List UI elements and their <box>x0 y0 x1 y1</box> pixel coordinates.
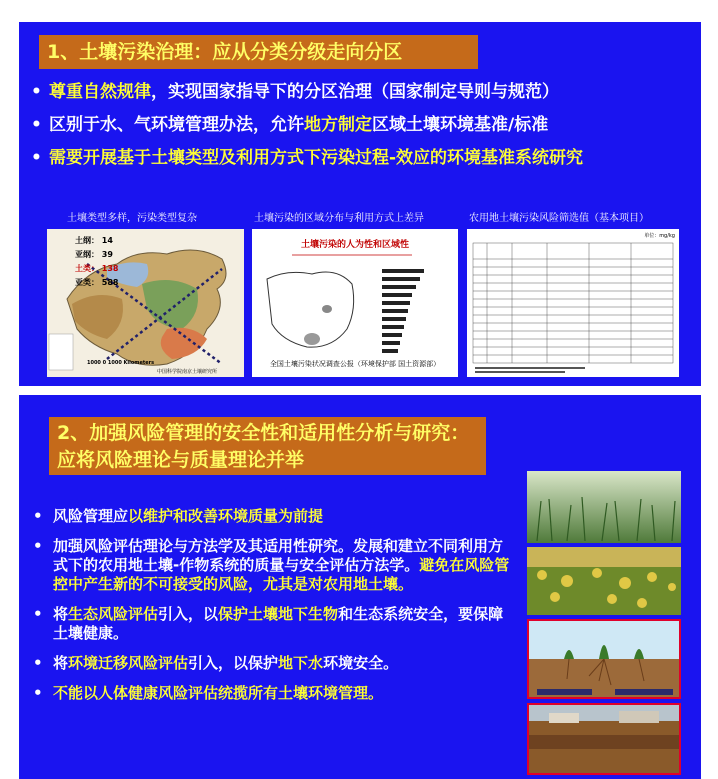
map-group-label: 土类： 138 <box>75 264 119 273</box>
slide1-bullet: • 区别于水、气环境管理办法，允许地方制定区域土壤环境基准/标准 <box>31 113 696 146</box>
map-scale-bar: 1000 0 1000 Kilometers <box>87 360 155 366</box>
map-subgroup-label: 亚类： 588 <box>75 278 119 287</box>
slide2-bullet: • 风险管理应以维护和改善环境质量为前提 <box>31 507 511 526</box>
bar-panel-footer: 全国土壤污染状况调查公报（环境保护部 国土资源部） <box>269 360 441 368</box>
crop-photo-2 <box>527 547 681 615</box>
soil-profile-photo <box>527 703 681 775</box>
slide1-bullet-list <box>31 80 696 179</box>
soil-pathway-diagram <box>527 619 681 699</box>
slide1-bullet: • 尊重自然规律，实现国家指导下的分区治理（国家制定导则与规范） <box>31 80 696 113</box>
slide-soil-pollution <box>19 22 701 386</box>
slide2-bullet: • 将生态风险评估引入，以保护土壤地下生物和生态系统安全，要保障土壤健康。 <box>31 605 511 643</box>
slide2-title: 2、加强风险管理的安全性和适用性分析与研究：应将风险理论与质量理论并举 <box>49 417 486 475</box>
caption-soil-types: 土壤类型多样，污染类型复杂 <box>67 213 197 224</box>
risk-screening-table <box>467 229 679 377</box>
slide2-bullet: • 将环境迁移风险评估引入，以保护地下水环境安全。 <box>31 654 511 673</box>
caption-regional-distribution: 土壤污染的区域分布与利用方式上差异 <box>254 213 424 224</box>
pollution-distribution-panel <box>252 229 458 377</box>
slide2-bullet: • 不能以人体健康风险评估统揽所有土壤环境管理。 <box>31 684 511 703</box>
map-credit: 中国科学院南京土壤研究所 <box>157 369 218 375</box>
crop-photo-1 <box>527 471 681 543</box>
slide1-bullet: • 需要开展基于土壤类型及利用方式下污染过程-效应的环境基准系统研究 <box>31 146 696 179</box>
bar-panel-title: 土壤污染的人为性和区域性 <box>300 240 409 250</box>
table-unit: 单位：mg/kg <box>644 233 675 239</box>
slide1-title: 1、土壤污染治理：应从分类分级走向分区 <box>39 35 478 69</box>
slide2-bullet-list <box>31 507 511 714</box>
table-grid <box>467 229 679 377</box>
caption-risk-screening: 农用地土壤污染风险筛选值（基本项目） <box>469 213 649 224</box>
map-order-label: 土纲： 14 <box>75 236 113 245</box>
map-suborder-label: 亚纲： 39 <box>75 250 113 259</box>
soil-type-map <box>47 229 244 377</box>
slide-risk-management <box>19 395 701 779</box>
slide2-bullet: • 加强风险评估理论与方法学及其适用性研究。发展和建立不同利用方式下的农用地土壤-作物系统的质量与安全评估方法学。避免在风险管控中产生新的不可接受的风险，尤其是对农用地土壤。 <box>31 537 511 594</box>
bar-panel-graphic <box>252 229 458 377</box>
